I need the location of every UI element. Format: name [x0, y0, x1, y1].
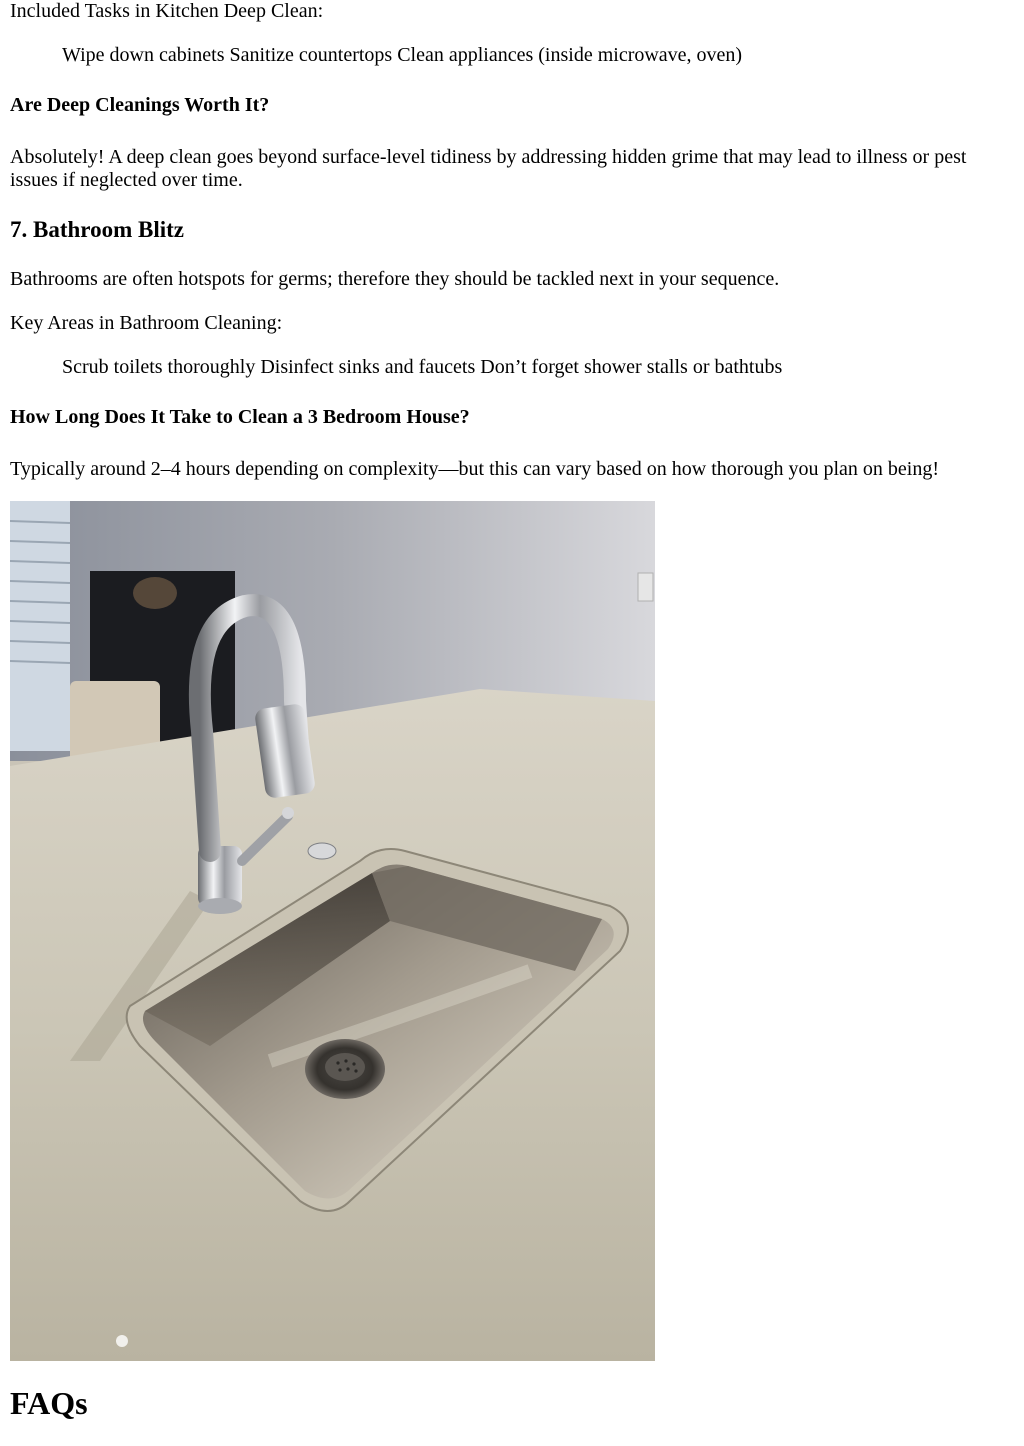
bathroom-heading: 7. Bathroom Blitz: [10, 217, 184, 242]
kitchen-sink-photo: [10, 501, 655, 1361]
duration-answer: Typically around 2–4 hours depending on complexity—but this can vary based on how thorough you plan on being!: [10, 458, 939, 480]
duration-question-heading: How Long Does It Take to Clean a 3 Bedroom House?: [10, 406, 470, 428]
bathroom-intro: Bathrooms are often hotspots for germs; therefore they should be tackled next in your sequence.: [10, 268, 780, 290]
kitchen-tasks-intro: Included Tasks in Kitchen Deep Clean:: [10, 0, 324, 22]
deep-clean-question-heading: Are Deep Cleanings Worth It?: [10, 94, 270, 116]
deep-clean-answer: Absolutely! A deep clean goes beyond surface-level tidiness by addressing hidden grime that may lead to illness or pest issues if neglected over time.: [10, 146, 967, 191]
sink-illustration: [10, 501, 655, 1361]
faqs-heading: FAQs: [10, 1385, 88, 1421]
bathroom-key-areas-list: Scrub toilets thoroughly Disinfect sinks and faucets Don’t forget shower stalls or bathtubs: [62, 356, 783, 378]
kitchen-tasks-list: Wipe down cabinets Sanitize countertops Clean appliances (inside microwave, oven): [62, 44, 743, 66]
bathroom-key-areas-label: Key Areas in Bathroom Cleaning:: [10, 312, 283, 334]
